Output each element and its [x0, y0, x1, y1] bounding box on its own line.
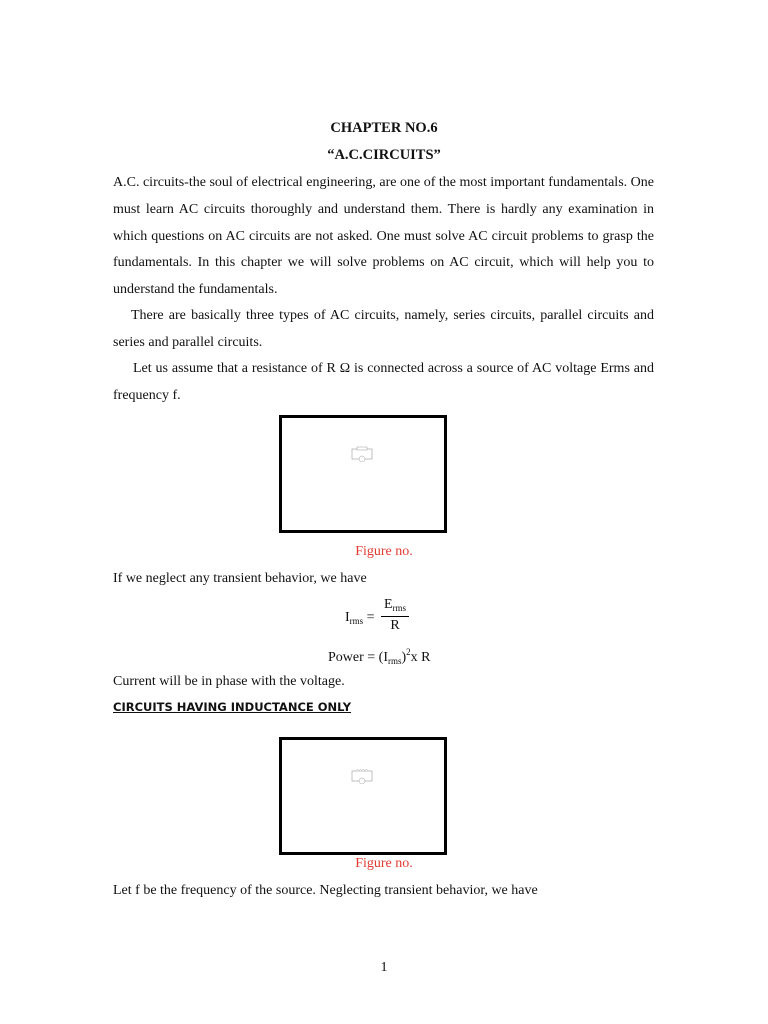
power-prefix: Power = (I — [328, 650, 388, 665]
figure-resistive-circuit — [279, 415, 447, 533]
numerator-subscript: rms — [392, 603, 407, 613]
formula-fraction — [381, 597, 409, 635]
formula-lhs — [345, 610, 375, 626]
figure-caption-2: Figure no. — [355, 856, 413, 871]
power-subscript: rms — [388, 656, 402, 666]
chapter-title: “A.C.CIRCUITS” — [327, 147, 441, 163]
figure-caption-1: Figure no. — [355, 544, 413, 559]
neglect-text: If we neglect any transient behavior, we have — [113, 571, 367, 586]
figure-inductive-circuit — [279, 737, 447, 855]
phase-text: Current will be in phase with the voltage. — [113, 674, 345, 689]
formula-denominator: R — [390, 618, 400, 633]
formula-numerator — [381, 597, 409, 617]
lhs-symbol: I — [345, 610, 350, 625]
current-formula — [345, 597, 425, 637]
chapter-number: CHAPTER NO.6 — [330, 120, 438, 136]
equals-sign: = — [366, 610, 375, 625]
intro-paragraph: A.C. circuits-the soul of electrical engineering, are one of the most important fundamentals. One must learn AC circuits thoroughly and understand them. There is hardly any examination in which questions on AC circuits are not asked. One must solve AC circuit problems to grasp the fundamentals. In this chapter we will solve problems on AC circuit, which will help you to understand the fundamentals. — [113, 175, 654, 298]
resistor-circuit-icon — [350, 446, 374, 462]
power-superscript: 2 — [406, 647, 411, 657]
page-number: 1 — [380, 960, 388, 975]
power-formula — [328, 647, 431, 666]
types-paragraph: There are basically three types of AC circuits, namely, series circuits, parallel circuits and series and parallel circuits. — [113, 308, 654, 350]
inductor-circuit-icon — [350, 768, 374, 784]
assumption-paragraph: Let us assume that a resistance of R Ω is connected across a source of AC voltage Erms and frequency f. — [113, 361, 654, 403]
power-suffix: x R — [410, 650, 431, 665]
numerator-symbol: E — [383, 597, 393, 612]
power-close: ) — [401, 650, 407, 665]
lhs-subscript: rms — [349, 616, 364, 626]
section-heading: CIRCUITS HAVING INDUCTANCE ONLY — [113, 700, 352, 714]
frequency-text: Let f be the frequency of the source. Neglecting transient behavior, we have — [113, 883, 538, 898]
